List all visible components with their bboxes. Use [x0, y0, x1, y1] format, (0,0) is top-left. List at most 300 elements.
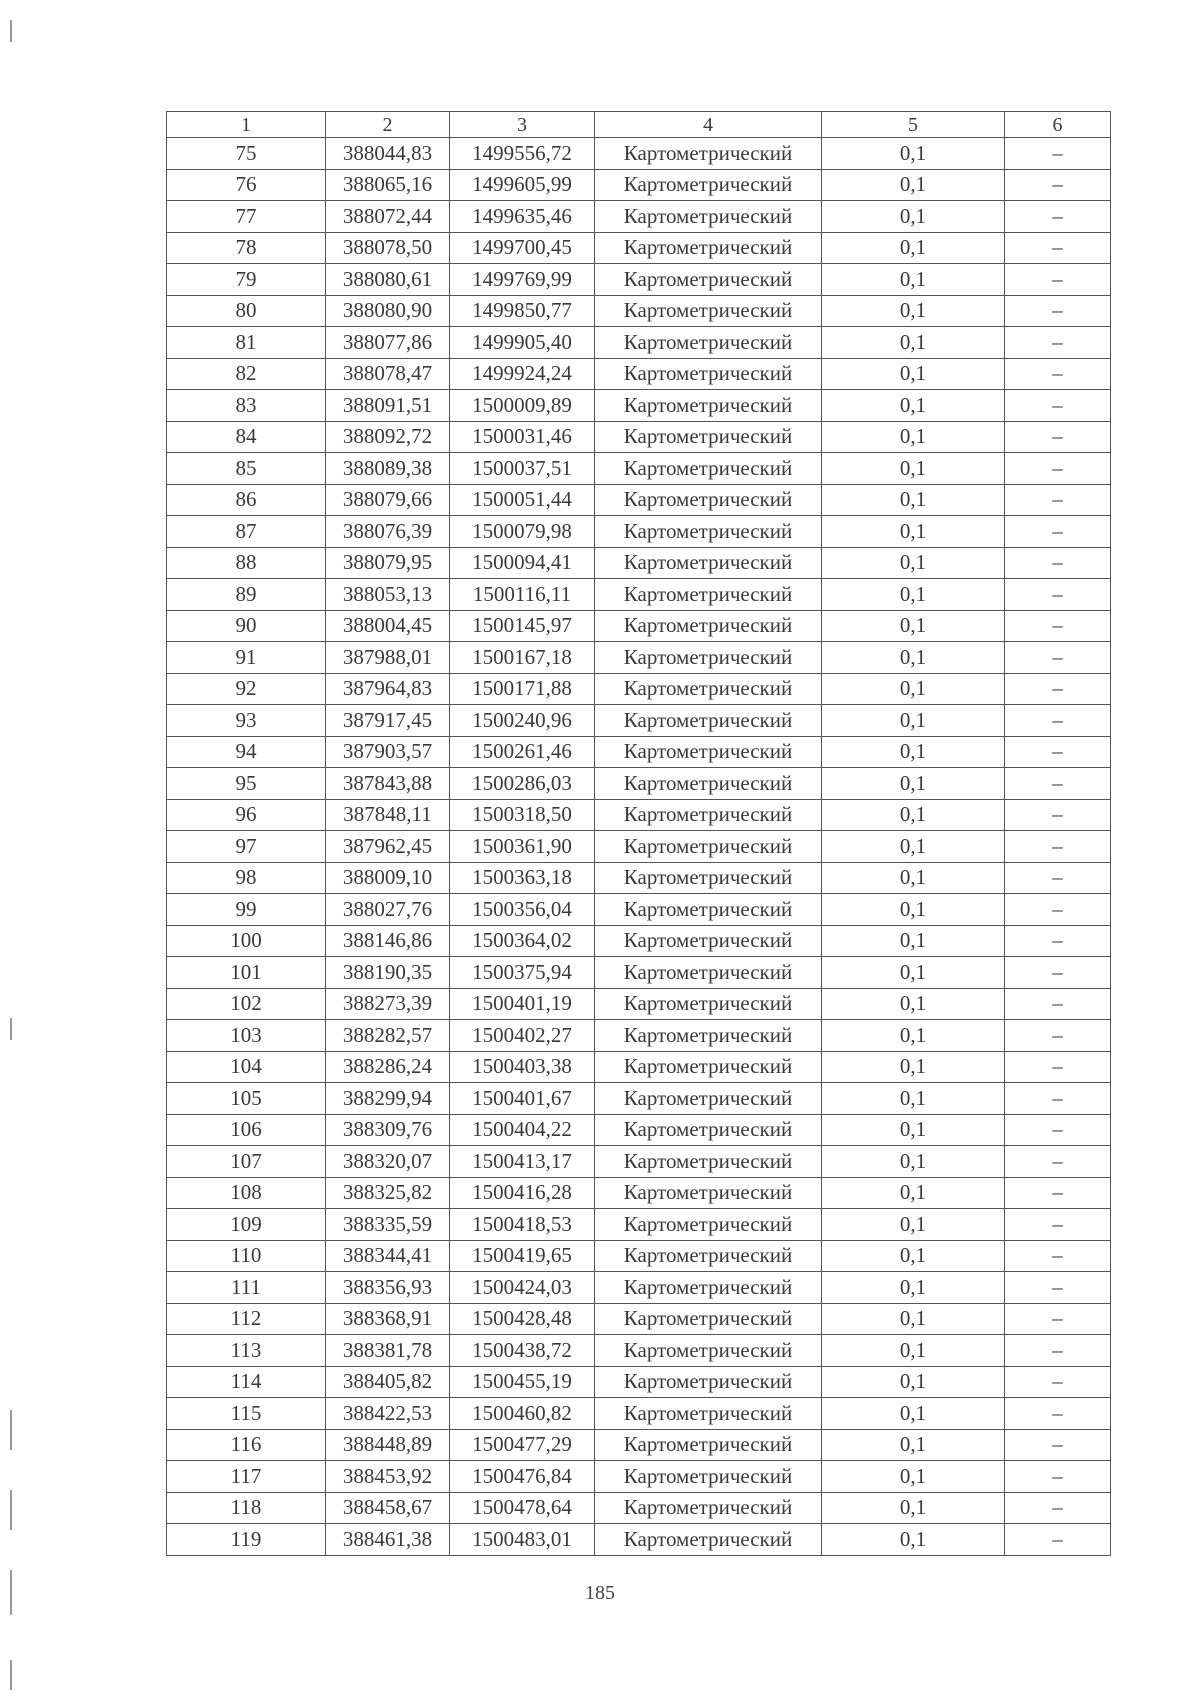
point-number-cell: 78 — [167, 232, 326, 264]
y-coordinate-cell: 1500401,67 — [450, 1083, 595, 1115]
y-coordinate-cell: 1500051,44 — [450, 484, 595, 516]
y-coordinate-cell: 1499905,40 — [450, 327, 595, 359]
x-coordinate-cell: 388299,94 — [326, 1083, 450, 1115]
x-coordinate-cell: 387903,57 — [326, 736, 450, 768]
x-coordinate-cell: 388079,66 — [326, 484, 450, 516]
method-cell: Картометрический — [595, 768, 822, 800]
description-cell: – — [1005, 1366, 1111, 1398]
method-cell: Картометрический — [595, 1398, 822, 1430]
description-cell: – — [1005, 862, 1111, 894]
table-row — [167, 138, 1111, 170]
y-coordinate-cell: 1499635,46 — [450, 201, 595, 233]
y-coordinate-cell: 1500261,46 — [450, 736, 595, 768]
y-coordinate-cell: 1500413,17 — [450, 1146, 595, 1178]
x-coordinate-cell: 388458,67 — [326, 1492, 450, 1524]
y-coordinate-cell: 1500401,19 — [450, 988, 595, 1020]
scan-margin-mark — [10, 1490, 12, 1530]
description-cell: – — [1005, 988, 1111, 1020]
y-coordinate-cell: 1500037,51 — [450, 453, 595, 485]
accuracy-cell: 0,1 — [822, 264, 1005, 296]
accuracy-cell: 0,1 — [822, 579, 1005, 611]
point-number-cell: 77 — [167, 201, 326, 233]
accuracy-cell: 0,1 — [822, 232, 1005, 264]
x-coordinate-cell: 388080,61 — [326, 264, 450, 296]
table-row — [167, 1146, 1111, 1178]
description-cell: – — [1005, 1146, 1111, 1178]
point-number-cell: 90 — [167, 610, 326, 642]
point-number-cell: 94 — [167, 736, 326, 768]
accuracy-cell: 0,1 — [822, 1083, 1005, 1115]
accuracy-cell: 0,1 — [822, 421, 1005, 453]
description-cell: – — [1005, 390, 1111, 422]
method-cell: Картометрический — [595, 453, 822, 485]
accuracy-cell: 0,1 — [822, 1398, 1005, 1430]
description-cell: – — [1005, 642, 1111, 674]
description-cell: – — [1005, 327, 1111, 359]
y-coordinate-cell: 1500403,38 — [450, 1051, 595, 1083]
table-row — [167, 1020, 1111, 1052]
table-row — [167, 1051, 1111, 1083]
point-number-cell: 109 — [167, 1209, 326, 1241]
x-coordinate-cell: 388080,90 — [326, 295, 450, 327]
description-cell: – — [1005, 1429, 1111, 1461]
point-number-cell: 87 — [167, 516, 326, 548]
point-number-cell: 104 — [167, 1051, 326, 1083]
x-coordinate-cell: 387964,83 — [326, 673, 450, 705]
method-cell: Картометрический — [595, 1429, 822, 1461]
x-coordinate-cell: 388405,82 — [326, 1366, 450, 1398]
accuracy-cell: 0,1 — [822, 1366, 1005, 1398]
x-coordinate-cell: 388089,38 — [326, 453, 450, 485]
table-row — [167, 1429, 1111, 1461]
coordinates-table — [166, 111, 1111, 1556]
description-cell: – — [1005, 1335, 1111, 1367]
page-number: 185 — [585, 1582, 615, 1604]
description-cell: – — [1005, 1209, 1111, 1241]
method-cell: Картометрический — [595, 705, 822, 737]
y-coordinate-cell: 1500286,03 — [450, 768, 595, 800]
table-row — [167, 1240, 1111, 1272]
description-cell: – — [1005, 1272, 1111, 1304]
point-number-cell: 92 — [167, 673, 326, 705]
accuracy-cell: 0,1 — [822, 1492, 1005, 1524]
description-cell: – — [1005, 421, 1111, 453]
description-cell: – — [1005, 1303, 1111, 1335]
x-coordinate-cell: 388422,53 — [326, 1398, 450, 1430]
accuracy-cell: 0,1 — [822, 1020, 1005, 1052]
method-cell: Картометрический — [595, 988, 822, 1020]
y-coordinate-cell: 1500418,53 — [450, 1209, 595, 1241]
table-row — [167, 1303, 1111, 1335]
method-cell: Картометрический — [595, 1272, 822, 1304]
table-row — [167, 1398, 1111, 1430]
y-coordinate-cell: 1499850,77 — [450, 295, 595, 327]
y-coordinate-cell: 1500478,64 — [450, 1492, 595, 1524]
y-coordinate-cell: 1499700,45 — [450, 232, 595, 264]
x-coordinate-cell: 387988,01 — [326, 642, 450, 674]
table-row — [167, 1209, 1111, 1241]
accuracy-cell: 0,1 — [822, 1177, 1005, 1209]
y-coordinate-cell: 1500424,03 — [450, 1272, 595, 1304]
x-coordinate-cell: 388146,86 — [326, 925, 450, 957]
point-number-cell: 81 — [167, 327, 326, 359]
description-cell: – — [1005, 169, 1111, 201]
table-row — [167, 610, 1111, 642]
description-cell: – — [1005, 484, 1111, 516]
point-number-cell: 102 — [167, 988, 326, 1020]
x-coordinate-cell: 387848,11 — [326, 799, 450, 831]
method-cell: Картометрический — [595, 1209, 822, 1241]
point-number-cell: 103 — [167, 1020, 326, 1052]
method-cell: Картометрический — [595, 358, 822, 390]
accuracy-cell: 0,1 — [822, 484, 1005, 516]
x-coordinate-cell: 388325,82 — [326, 1177, 450, 1209]
description-cell: – — [1005, 201, 1111, 233]
point-number-cell: 116 — [167, 1429, 326, 1461]
table-body — [167, 138, 1111, 1556]
accuracy-cell: 0,1 — [822, 736, 1005, 768]
description-cell: – — [1005, 1524, 1111, 1556]
method-cell: Картометрический — [595, 1240, 822, 1272]
accuracy-cell: 0,1 — [822, 1272, 1005, 1304]
table-row — [167, 169, 1111, 201]
method-cell: Картометрический — [595, 1303, 822, 1335]
x-coordinate-cell: 388027,76 — [326, 894, 450, 926]
accuracy-cell: 0,1 — [822, 642, 1005, 674]
x-coordinate-cell: 388282,57 — [326, 1020, 450, 1052]
y-coordinate-cell: 1499769,99 — [450, 264, 595, 296]
table-row — [167, 421, 1111, 453]
method-cell: Картометрический — [595, 1146, 822, 1178]
method-cell: Картометрический — [595, 232, 822, 264]
table-row — [167, 453, 1111, 485]
table-row — [167, 1492, 1111, 1524]
accuracy-cell: 0,1 — [822, 516, 1005, 548]
method-cell: Картометрический — [595, 327, 822, 359]
method-cell: Картометрический — [595, 1524, 822, 1556]
description-cell: – — [1005, 1083, 1111, 1115]
method-cell: Картометрический — [595, 1177, 822, 1209]
point-number-cell: 111 — [167, 1272, 326, 1304]
method-cell: Картометрический — [595, 201, 822, 233]
y-coordinate-cell: 1500438,72 — [450, 1335, 595, 1367]
accuracy-cell: 0,1 — [822, 673, 1005, 705]
description-cell: – — [1005, 1398, 1111, 1430]
y-coordinate-cell: 1500416,28 — [450, 1177, 595, 1209]
method-cell: Картометрический — [595, 1492, 822, 1524]
accuracy-cell: 0,1 — [822, 1114, 1005, 1146]
table-row — [167, 705, 1111, 737]
description-cell: – — [1005, 232, 1111, 264]
description-cell: – — [1005, 579, 1111, 611]
scan-margin-mark — [10, 1018, 12, 1040]
method-cell: Картометрический — [595, 138, 822, 170]
table-row — [167, 894, 1111, 926]
method-cell: Картометрический — [595, 421, 822, 453]
method-cell: Картометрический — [595, 673, 822, 705]
x-coordinate-cell: 388009,10 — [326, 862, 450, 894]
y-coordinate-cell: 1500116,11 — [450, 579, 595, 611]
accuracy-cell: 0,1 — [822, 894, 1005, 926]
x-coordinate-cell: 388091,51 — [326, 390, 450, 422]
point-number-cell: 88 — [167, 547, 326, 579]
table-row — [167, 1177, 1111, 1209]
accuracy-cell: 0,1 — [822, 1335, 1005, 1367]
description-cell: – — [1005, 1240, 1111, 1272]
description-cell: – — [1005, 957, 1111, 989]
point-number-cell: 106 — [167, 1114, 326, 1146]
description-cell: – — [1005, 925, 1111, 957]
x-coordinate-cell: 388190,35 — [326, 957, 450, 989]
point-number-cell: 85 — [167, 453, 326, 485]
x-coordinate-cell: 388286,24 — [326, 1051, 450, 1083]
table-row — [167, 390, 1111, 422]
description-cell: – — [1005, 673, 1111, 705]
y-coordinate-cell: 1500171,88 — [450, 673, 595, 705]
table-row — [167, 547, 1111, 579]
point-number-cell: 113 — [167, 1335, 326, 1367]
y-coordinate-cell: 1500240,96 — [450, 705, 595, 737]
point-number-cell: 98 — [167, 862, 326, 894]
method-cell: Картометрический — [595, 736, 822, 768]
table-row — [167, 358, 1111, 390]
column-header-6: 6 — [1005, 112, 1111, 138]
y-coordinate-cell: 1500079,98 — [450, 516, 595, 548]
y-coordinate-cell: 1500460,82 — [450, 1398, 595, 1430]
point-number-cell: 76 — [167, 169, 326, 201]
accuracy-cell: 0,1 — [822, 327, 1005, 359]
accuracy-cell: 0,1 — [822, 925, 1005, 957]
table-row — [167, 327, 1111, 359]
description-cell: – — [1005, 1492, 1111, 1524]
point-number-cell: 117 — [167, 1461, 326, 1493]
point-number-cell: 112 — [167, 1303, 326, 1335]
point-number-cell: 96 — [167, 799, 326, 831]
x-coordinate-cell: 387917,45 — [326, 705, 450, 737]
x-coordinate-cell: 388072,44 — [326, 201, 450, 233]
method-cell: Картометрический — [595, 925, 822, 957]
table-row — [167, 799, 1111, 831]
point-number-cell: 86 — [167, 484, 326, 516]
point-number-cell: 114 — [167, 1366, 326, 1398]
x-coordinate-cell: 387843,88 — [326, 768, 450, 800]
x-coordinate-cell: 388077,86 — [326, 327, 450, 359]
accuracy-cell: 0,1 — [822, 201, 1005, 233]
y-coordinate-cell: 1500375,94 — [450, 957, 595, 989]
description-cell: – — [1005, 705, 1111, 737]
x-coordinate-cell: 388461,38 — [326, 1524, 450, 1556]
x-coordinate-cell: 388335,59 — [326, 1209, 450, 1241]
column-header-4: 4 — [595, 112, 822, 138]
point-number-cell: 105 — [167, 1083, 326, 1115]
point-number-cell: 115 — [167, 1398, 326, 1430]
method-cell: Картометрический — [595, 169, 822, 201]
accuracy-cell: 0,1 — [822, 1051, 1005, 1083]
point-number-cell: 93 — [167, 705, 326, 737]
method-cell: Картометрический — [595, 390, 822, 422]
accuracy-cell: 0,1 — [822, 862, 1005, 894]
point-number-cell: 83 — [167, 390, 326, 422]
accuracy-cell: 0,1 — [822, 1240, 1005, 1272]
description-cell: – — [1005, 1177, 1111, 1209]
method-cell: Картометрический — [595, 1335, 822, 1367]
point-number-cell: 91 — [167, 642, 326, 674]
x-coordinate-cell: 388044,83 — [326, 138, 450, 170]
x-coordinate-cell: 388078,50 — [326, 232, 450, 264]
y-coordinate-cell: 1500483,01 — [450, 1524, 595, 1556]
table-row — [167, 831, 1111, 863]
description-cell: – — [1005, 1461, 1111, 1493]
scan-margin-mark — [10, 1660, 12, 1690]
description-cell: – — [1005, 516, 1111, 548]
table-row — [167, 1366, 1111, 1398]
method-cell: Картометрический — [595, 831, 822, 863]
table-row — [167, 1114, 1111, 1146]
point-number-cell: 118 — [167, 1492, 326, 1524]
table-row — [167, 579, 1111, 611]
table-row — [167, 642, 1111, 674]
x-coordinate-cell: 388381,78 — [326, 1335, 450, 1367]
point-number-cell: 99 — [167, 894, 326, 926]
table-row — [167, 1272, 1111, 1304]
y-coordinate-cell: 1500428,48 — [450, 1303, 595, 1335]
column-header-1: 1 — [167, 112, 326, 138]
y-coordinate-cell: 1499924,24 — [450, 358, 595, 390]
x-coordinate-cell: 388273,39 — [326, 988, 450, 1020]
accuracy-cell: 0,1 — [822, 169, 1005, 201]
table-row — [167, 1083, 1111, 1115]
point-number-cell: 75 — [167, 138, 326, 170]
description-cell: – — [1005, 799, 1111, 831]
description-cell: – — [1005, 610, 1111, 642]
accuracy-cell: 0,1 — [822, 1524, 1005, 1556]
y-coordinate-cell: 1500455,19 — [450, 1366, 595, 1398]
description-cell: – — [1005, 1020, 1111, 1052]
y-coordinate-cell: 1500404,22 — [450, 1114, 595, 1146]
x-coordinate-cell: 388076,39 — [326, 516, 450, 548]
x-coordinate-cell: 388079,95 — [326, 547, 450, 579]
table-row — [167, 484, 1111, 516]
point-number-cell: 119 — [167, 1524, 326, 1556]
method-cell: Картометрический — [595, 957, 822, 989]
point-number-cell: 89 — [167, 579, 326, 611]
point-number-cell: 97 — [167, 831, 326, 863]
x-coordinate-cell: 388004,45 — [326, 610, 450, 642]
table-row — [167, 673, 1111, 705]
method-cell: Картометрический — [595, 484, 822, 516]
description-cell: – — [1005, 1114, 1111, 1146]
x-coordinate-cell: 388092,72 — [326, 421, 450, 453]
table-row — [167, 516, 1111, 548]
accuracy-cell: 0,1 — [822, 831, 1005, 863]
x-coordinate-cell: 388053,13 — [326, 579, 450, 611]
method-cell: Картометрический — [595, 1366, 822, 1398]
point-number-cell: 107 — [167, 1146, 326, 1178]
y-coordinate-cell: 1500419,65 — [450, 1240, 595, 1272]
accuracy-cell: 0,1 — [822, 705, 1005, 737]
y-coordinate-cell: 1500361,90 — [450, 831, 595, 863]
description-cell: – — [1005, 295, 1111, 327]
description-cell: – — [1005, 547, 1111, 579]
accuracy-cell: 0,1 — [822, 1146, 1005, 1178]
scan-margin-mark — [10, 20, 12, 42]
x-coordinate-cell: 388065,16 — [326, 169, 450, 201]
y-coordinate-cell: 1499556,72 — [450, 138, 595, 170]
method-cell: Картометрический — [595, 1051, 822, 1083]
y-coordinate-cell: 1499605,99 — [450, 169, 595, 201]
accuracy-cell: 0,1 — [822, 1429, 1005, 1461]
point-number-cell: 84 — [167, 421, 326, 453]
method-cell: Картометрический — [595, 610, 822, 642]
accuracy-cell: 0,1 — [822, 1209, 1005, 1241]
y-coordinate-cell: 1500094,41 — [450, 547, 595, 579]
table-row — [167, 988, 1111, 1020]
scan-margin-mark — [10, 1410, 12, 1450]
x-coordinate-cell: 388344,41 — [326, 1240, 450, 1272]
column-header-5: 5 — [822, 112, 1005, 138]
description-cell: – — [1005, 736, 1111, 768]
table-row — [167, 1524, 1111, 1556]
method-cell: Картометрический — [595, 894, 822, 926]
accuracy-cell: 0,1 — [822, 799, 1005, 831]
column-header-2: 2 — [326, 112, 450, 138]
point-number-cell: 80 — [167, 295, 326, 327]
method-cell: Картометрический — [595, 295, 822, 327]
x-coordinate-cell: 387962,45 — [326, 831, 450, 863]
method-cell: Картометрический — [595, 1461, 822, 1493]
y-coordinate-cell: 1500364,02 — [450, 925, 595, 957]
table-row — [167, 201, 1111, 233]
point-number-cell: 108 — [167, 1177, 326, 1209]
accuracy-cell: 0,1 — [822, 358, 1005, 390]
y-coordinate-cell: 1500031,46 — [450, 421, 595, 453]
method-cell: Картометрический — [595, 547, 822, 579]
method-cell: Картометрический — [595, 1114, 822, 1146]
y-coordinate-cell: 1500477,29 — [450, 1429, 595, 1461]
y-coordinate-cell: 1500167,18 — [450, 642, 595, 674]
point-number-cell: 95 — [167, 768, 326, 800]
description-cell: – — [1005, 894, 1111, 926]
accuracy-cell: 0,1 — [822, 957, 1005, 989]
table-row — [167, 1335, 1111, 1367]
point-number-cell: 79 — [167, 264, 326, 296]
table-row — [167, 957, 1111, 989]
point-number-cell: 82 — [167, 358, 326, 390]
accuracy-cell: 0,1 — [822, 390, 1005, 422]
table-row — [167, 862, 1111, 894]
y-coordinate-cell: 1500009,89 — [450, 390, 595, 422]
x-coordinate-cell: 388356,93 — [326, 1272, 450, 1304]
accuracy-cell: 0,1 — [822, 453, 1005, 485]
point-number-cell: 100 — [167, 925, 326, 957]
description-cell: – — [1005, 138, 1111, 170]
method-cell: Картометрический — [595, 264, 822, 296]
description-cell: – — [1005, 831, 1111, 863]
method-cell: Картометрический — [595, 1083, 822, 1115]
y-coordinate-cell: 1500476,84 — [450, 1461, 595, 1493]
table-row — [167, 232, 1111, 264]
y-coordinate-cell: 1500318,50 — [450, 799, 595, 831]
method-cell: Картометрический — [595, 862, 822, 894]
table-row — [167, 768, 1111, 800]
table-row — [167, 1461, 1111, 1493]
y-coordinate-cell: 1500363,18 — [450, 862, 595, 894]
table-header-row — [167, 112, 1111, 138]
x-coordinate-cell: 388448,89 — [326, 1429, 450, 1461]
accuracy-cell: 0,1 — [822, 295, 1005, 327]
accuracy-cell: 0,1 — [822, 610, 1005, 642]
y-coordinate-cell: 1500145,97 — [450, 610, 595, 642]
